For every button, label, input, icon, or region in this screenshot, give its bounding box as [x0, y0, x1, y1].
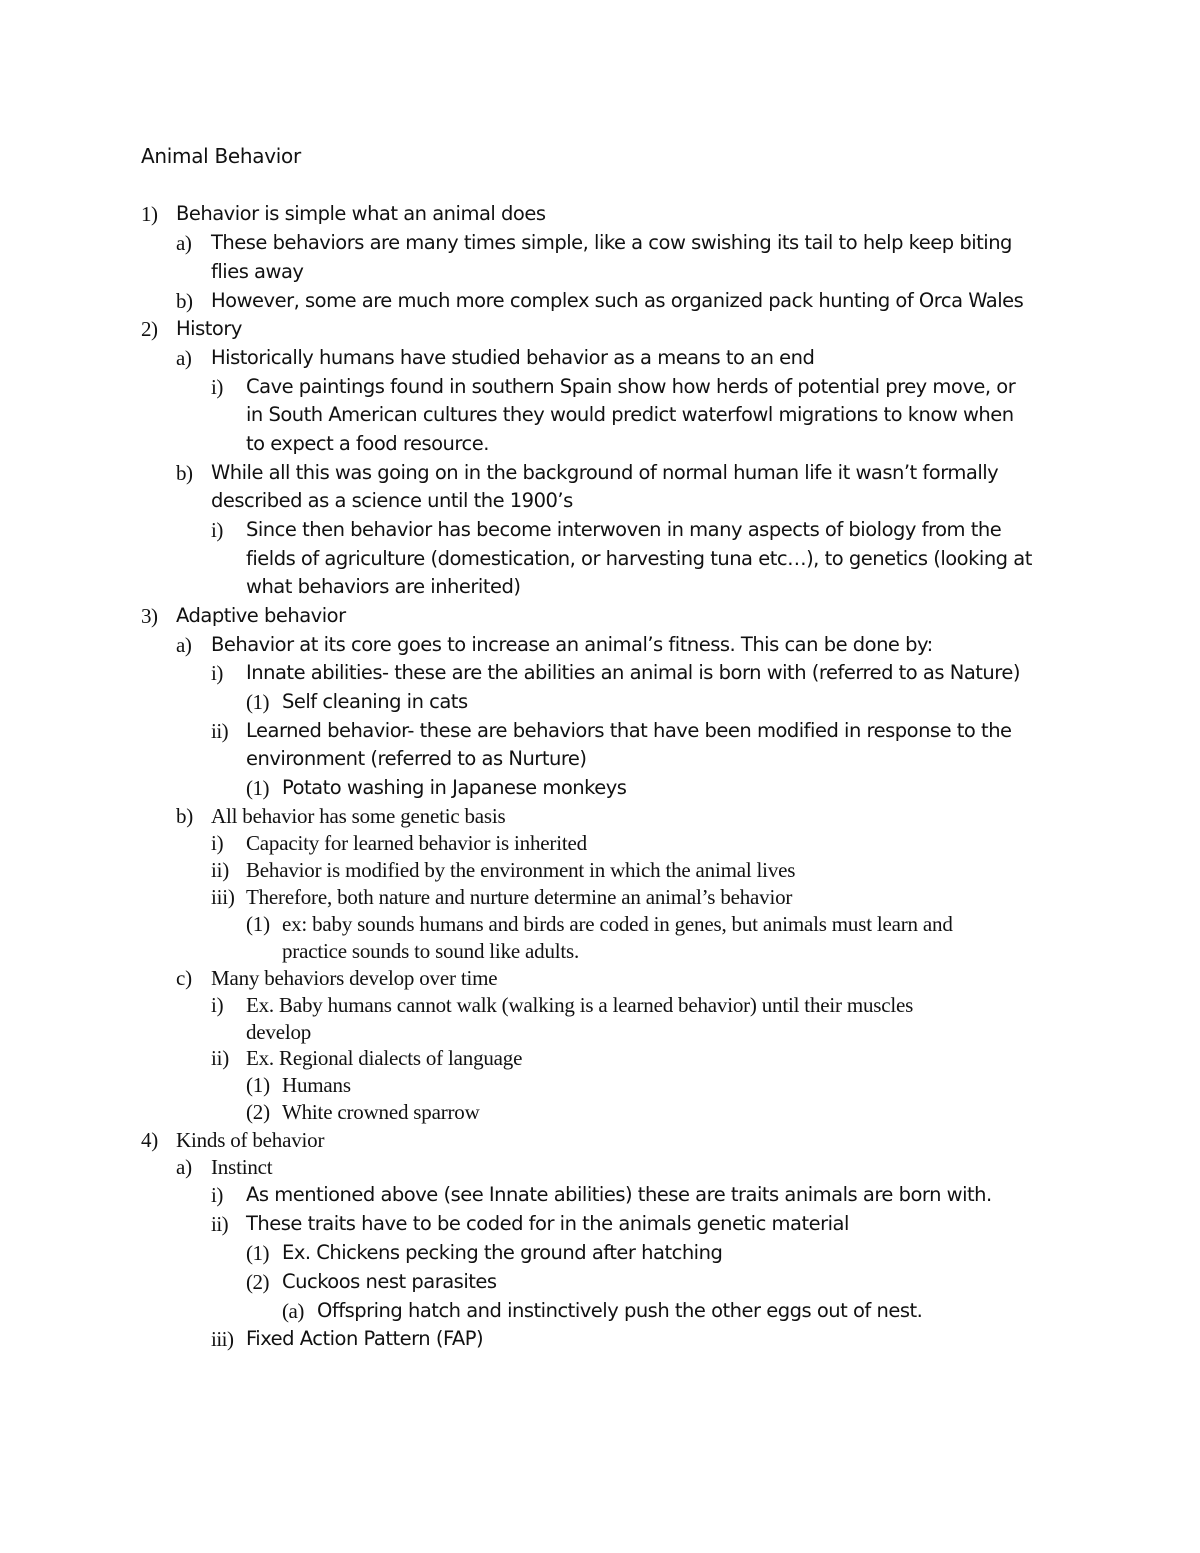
document-title: Animal Behavior — [141, 144, 301, 168]
outline-text: These traits have to be coded for in the animals genetic material — [246, 1212, 849, 1235]
outline-marker: a) — [176, 633, 192, 657]
outline-line — [246, 688, 1070, 716]
outline-marker: i) — [211, 375, 223, 399]
outline-marker: (1) — [246, 690, 269, 714]
outline-marker: (1) — [246, 1073, 270, 1097]
outline-line — [246, 937, 1070, 965]
outline-text: Since then behavior has become interwoven in many aspects of biology from the — [246, 518, 1002, 541]
outline-line — [176, 258, 1070, 286]
outline-line — [176, 287, 1070, 315]
outline-line — [211, 373, 1070, 401]
outline-text: Offspring hatch and instinctively push the other eggs out of nest. — [317, 1299, 923, 1322]
outline-text: Adaptive behavior — [176, 604, 346, 627]
outline-line — [176, 344, 1070, 372]
outline-line — [141, 1126, 1070, 1154]
outline-text: Learned behavior- these are behaviors that have been modified in response to the — [246, 719, 1012, 742]
outline-marker: ii) — [211, 1046, 230, 1070]
outline-marker: i) — [211, 1183, 223, 1207]
outline-line — [141, 315, 1070, 343]
outline-line — [141, 602, 1070, 630]
outline-text: Ex. Regional dialects of language — [246, 1046, 523, 1070]
outline-line — [211, 745, 1070, 773]
outline-line — [246, 1098, 1070, 1126]
outline-text: Cave paintings found in southern Spain show how herds of potential prey move, or — [246, 375, 1016, 398]
outline-line — [246, 910, 1070, 938]
outline-marker: 4) — [141, 1128, 159, 1152]
outline-marker: i) — [211, 518, 223, 542]
outline-text: Humans — [282, 1073, 351, 1097]
outline-line — [211, 717, 1070, 745]
outline-marker: i) — [211, 661, 223, 685]
outline-text: Ex. Baby humans cannot walk (walking is a learned behavior) until their muscles — [246, 993, 914, 1017]
outline-marker: 2) — [141, 317, 158, 341]
outline-text: Innate abilities- these are the abilities an animal is born with (referred to as Nature) — [246, 661, 1020, 684]
outline-text: to expect a food resource. — [246, 432, 489, 455]
outline-line — [176, 459, 1070, 487]
outline-line — [211, 573, 1070, 601]
outline-marker: c) — [176, 966, 192, 990]
outline-marker: b) — [176, 289, 193, 313]
outline-marker: (2) — [246, 1270, 269, 1294]
outline-line — [246, 774, 1070, 802]
outline-text: Instinct — [211, 1155, 273, 1179]
outline-text: Self cleaning in cats — [282, 690, 468, 713]
outline-line — [211, 856, 1070, 884]
outline-marker: a) — [176, 1155, 192, 1179]
outline-text: ex: baby sounds humans and birds are coded in genes, but animals must learn and — [282, 912, 953, 936]
outline-line — [211, 545, 1070, 573]
outline-line — [176, 229, 1070, 257]
outline-text: History — [176, 317, 242, 340]
outline-text: While all this was going on in the background of normal human life it wasn’t formally — [211, 461, 999, 484]
outline-marker: a) — [176, 231, 192, 255]
outline-text: Behavior is simple what an animal does — [176, 202, 546, 225]
outline-marker: ii) — [211, 719, 229, 743]
outline-text: As mentioned above (see Innate abilities) these are traits animals are born with. — [246, 1183, 992, 1206]
outline-line — [211, 1044, 1070, 1072]
outline-text: However, some are much more complex such as organized pack hunting of Orca Wales — [211, 289, 1024, 312]
outline-marker: b) — [176, 804, 194, 828]
outline-line — [211, 991, 1070, 1019]
outline-text: Behavior at its core goes to increase an animal’s fitness. This can be done by: — [211, 633, 933, 656]
outline-line — [246, 1268, 1070, 1296]
outline-line — [211, 1210, 1070, 1238]
outline-line — [211, 883, 1070, 911]
outline-line — [211, 1181, 1070, 1209]
outline-line — [176, 964, 1070, 992]
outline-text: flies away — [211, 260, 304, 283]
outline-text: Fixed Action Pattern (FAP) — [246, 1327, 484, 1350]
outline-text: Capacity for learned behavior is inherited — [246, 831, 587, 855]
outline-line — [246, 1071, 1070, 1099]
outline-marker: b) — [176, 461, 193, 485]
outline-text: Behavior is modified by the environment in which the animal lives — [246, 858, 796, 882]
outline-text: White crowned sparrow — [282, 1100, 480, 1124]
outline-text: in South American cultures they would predict waterfowl migrations to know when — [246, 403, 1014, 426]
outline-text: Potato washing in Japanese monkeys — [282, 776, 627, 799]
outline-marker: (1) — [246, 912, 270, 936]
outline-line — [141, 200, 1070, 228]
outline-line — [176, 802, 1070, 830]
outline-text: practice sounds to sound like adults. — [282, 939, 580, 963]
outline-text: develop — [246, 1020, 312, 1044]
outline-marker: 1) — [141, 202, 158, 226]
outline-marker: (1) — [246, 1241, 269, 1265]
outline-text: fields of agriculture (domestication, or harvesting tuna etc…), to genetics (looking at — [246, 547, 1032, 570]
outline-line — [211, 430, 1070, 458]
outline-marker: ii) — [211, 858, 230, 882]
outline-text: environment (referred to as Nurture) — [246, 747, 587, 770]
outline-line — [176, 487, 1070, 515]
outline-marker: i) — [211, 831, 224, 855]
outline-line — [176, 631, 1070, 659]
outline-line — [246, 1239, 1070, 1267]
outline-text: Historically humans have studied behavior as a means to an end — [211, 346, 815, 369]
outline-marker: iii) — [211, 885, 235, 909]
outline-line — [211, 516, 1070, 544]
outline-text: Many behaviors develop over time — [211, 966, 498, 990]
outline-line — [211, 401, 1070, 429]
outline-line — [211, 1325, 1070, 1353]
outline-marker: (1) — [246, 776, 269, 800]
outline-marker: i) — [211, 993, 224, 1017]
outline-marker: a) — [176, 346, 192, 370]
outline-marker: (a) — [282, 1299, 304, 1323]
outline-text: These behaviors are many times simple, like a cow swishing its tail to help keep biting — [211, 231, 1012, 254]
outline-text: what behaviors are inherited) — [246, 575, 521, 598]
outline-text: All behavior has some genetic basis — [211, 804, 506, 828]
outline-line — [176, 1153, 1070, 1181]
outline-line — [211, 659, 1070, 687]
outline-text: Cuckoos nest parasites — [282, 1270, 497, 1293]
outline-line — [211, 1018, 1070, 1046]
outline-line — [282, 1297, 1070, 1325]
outline-marker: iii) — [211, 1327, 234, 1351]
outline-text: Ex. Chickens pecking the ground after hatching — [282, 1241, 723, 1264]
outline-marker: 3) — [141, 604, 158, 628]
outline-marker: ii) — [211, 1212, 229, 1236]
outline-text: Therefore, both nature and nurture determine an animal’s behavior — [246, 885, 793, 909]
outline-line — [211, 829, 1070, 857]
outline-text: described as a science until the 1900’s — [211, 489, 573, 512]
outline-text: Kinds of behavior — [176, 1128, 325, 1152]
outline-marker: (2) — [246, 1100, 270, 1124]
